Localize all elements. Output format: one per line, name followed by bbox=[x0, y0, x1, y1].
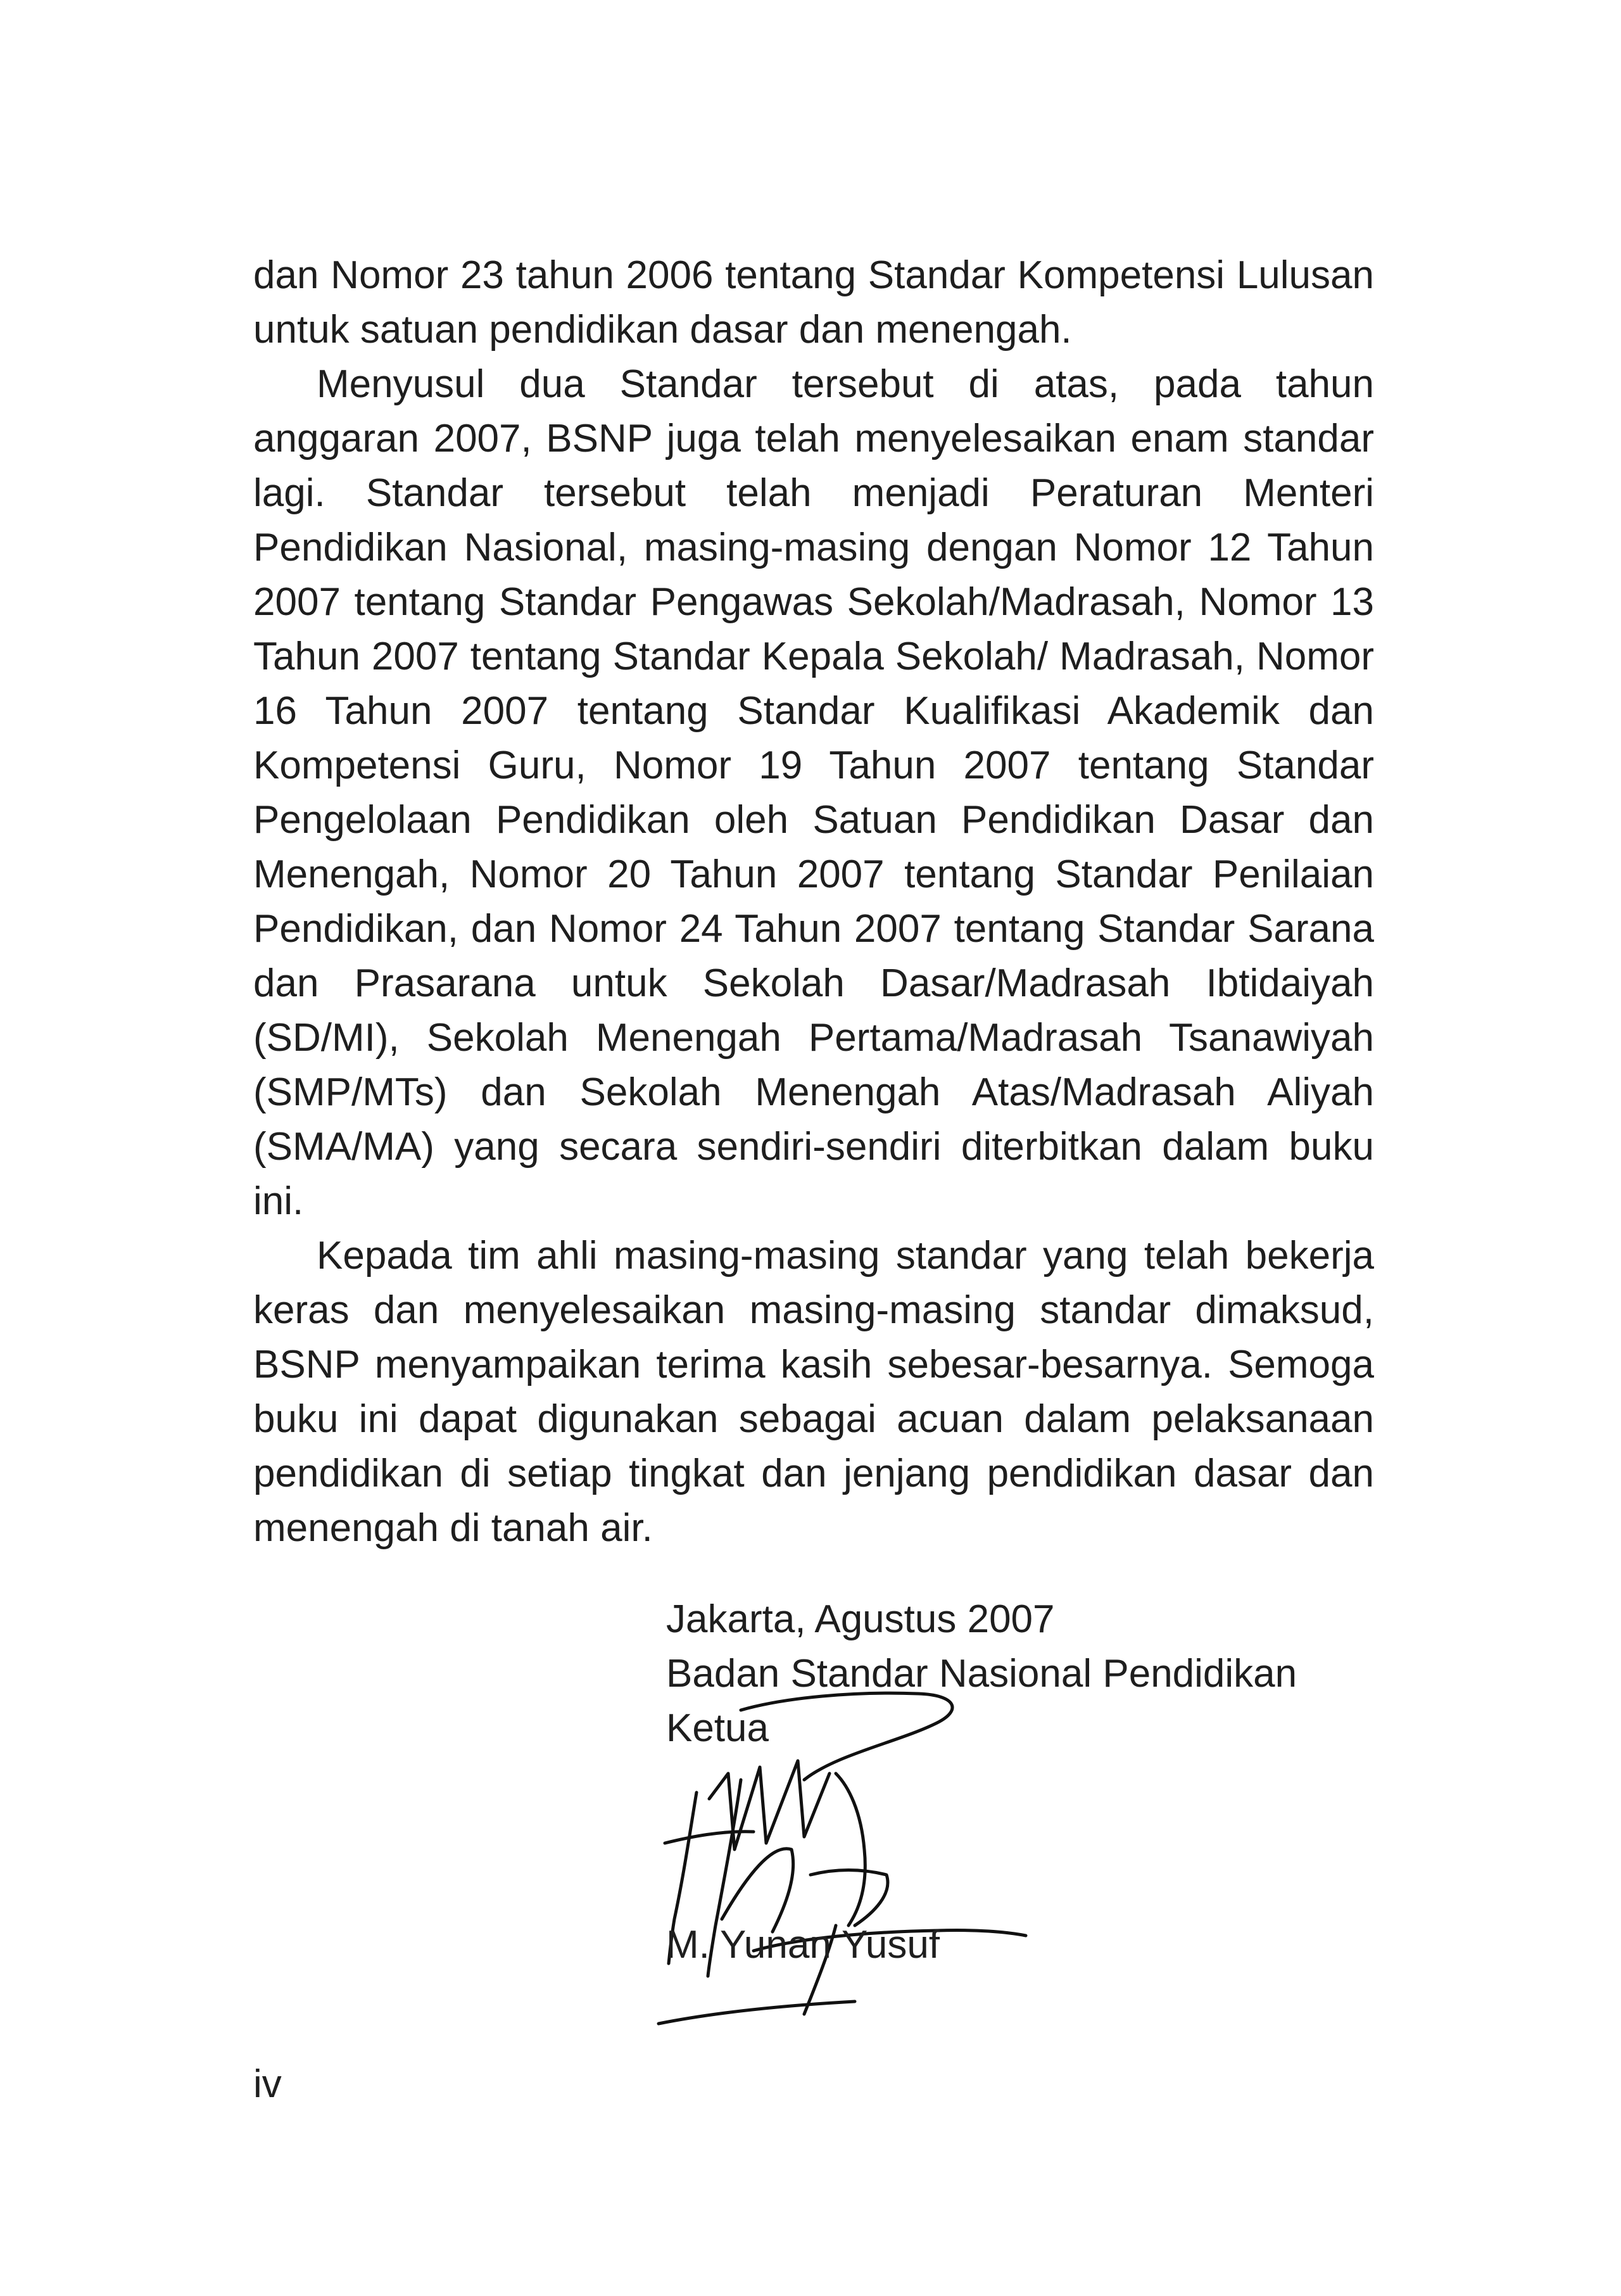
organization-name: Badan Standar Nasional Pendidikan bbox=[666, 1652, 1297, 1696]
place-date: Jakarta, Agustus 2007 bbox=[666, 1597, 1055, 1641]
body-text bbox=[253, 248, 1374, 1556]
paragraph-1: dan Nomor 23 tahun 2006 tentang Standar Kompetensi Lulusan untuk satuan pendidikan dasar dan menengah. bbox=[253, 253, 1374, 352]
signer-name: M. Yunan Yusuf bbox=[666, 1923, 940, 1967]
paragraph-2: Menyusul dua Standar tersebut di atas, pada tahun anggaran 2007, BSNP juga telah menyelesaikan enam standar lagi. Standar tersebut telah menjadi Peraturan Menteri Pendidikan Nasional, masing-masing dengan Nomor 12 Tahun 2007 tentang Standar Pengawas Sekolah/Madrasah, Nomor 13 Tahun 2007 tentang Standar Kepala Sekolah/ Madrasah, Nomor 16 Tahun 2007 tentang Standar Kualifikasi Akademik dan Kompetensi Guru, Nomor 19 Tahun 2007 tentang Standar Pengelolaan Pendidikan oleh Satuan Pendidikan Dasar dan Menengah, Nomor 20 Tahun 2007 tentang Standar Penilaian Pendidikan, dan Nomor 24 Tahun 2007 tentang Standar Sarana dan Prasarana untuk Sekolah Dasar/Madrasah Ibtidaiyah (SD/MI), Sekolah Menengah Pertama/Madrasah Tsanawiyah (SMP/MTs) dan Sekolah Menengah Atas/Madrasah Aliyah (SMA/MA) yang secara sendiri-sendiri diterbitkan dalam buku ini. bbox=[253, 362, 1374, 1223]
signer-position: Ketua bbox=[666, 1706, 769, 1750]
paragraph-3: Kepada tim ahli masing-masing standar yang telah bekerja keras dan menyelesaikan masing-masing standar dimaksud, BSNP menyampaikan terima kasih sebesar-besarnya. Semoga buku ini dapat digunakan sebagai acuan dalam pelaksanaan pendidikan di setiap tingkat dan jenjang pendidikan dasar dan menengah di tanah air. bbox=[253, 1234, 1374, 1550]
page-number: iv bbox=[253, 2062, 282, 2106]
handwritten-signature bbox=[646, 1685, 1038, 2039]
